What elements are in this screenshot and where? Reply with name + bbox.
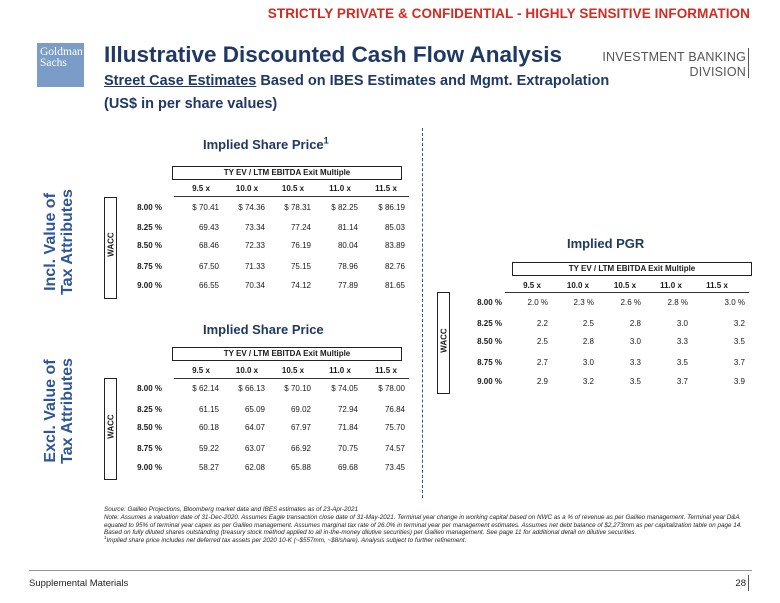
division-line-1: INVESTMENT BANKING (602, 50, 746, 64)
table-3-cell: 2.7 (536, 358, 548, 367)
table-3-row-label: 8.00 % (477, 298, 502, 307)
table-3-column-header: 11.5 x (706, 281, 728, 290)
table-1-cell: $ 82.25 (331, 203, 358, 212)
footnote-1-marker: 1 (104, 535, 107, 541)
footnote-1 (104, 537, 744, 545)
subtitle-rest: Based on IBES Estimates and Mgmt. Extrapolation (256, 73, 610, 89)
table-1-cell: 69.43 (198, 223, 219, 232)
table-3-multiple-header: TY EV / LTM EBITDA Exit Multiple (512, 262, 752, 276)
table-2-multiple-header: TY EV / LTM EBITDA Exit Multiple (172, 347, 402, 361)
table-2-cell: $ 78.00 (378, 384, 405, 393)
table-3-cell: 3.5 (629, 377, 641, 386)
table-3-column-header: 10.0 x (566, 281, 590, 290)
table-2-cell: 67.97 (290, 423, 311, 432)
table-1-cell: 72.33 (244, 241, 265, 250)
table-2-cell: $ 62.14 (192, 384, 219, 393)
confidentiality-banner: STRICTLY PRIVATE & CONFIDENTIAL - HIGHLY SENSITIVE INFORMATION (267, 6, 750, 21)
table-1-row-label: 9.00 % (137, 281, 162, 290)
table-1-cell: 85.03 (384, 223, 405, 232)
page-number: 28 (735, 578, 746, 589)
side-label-2-line-2: Tax Attributes (59, 358, 76, 464)
table-1-row-label: 8.25 % (137, 223, 162, 232)
table-1-wacc-label: WACC (106, 232, 116, 257)
table-2-cell: 72.94 (337, 405, 358, 414)
subtitle-underlined: Street Case Estimates (104, 73, 257, 89)
table-3-cell: 2.6 % (620, 298, 641, 307)
table-1-cell: 78.96 (337, 262, 358, 271)
table-2-cell: 75.70 (384, 423, 405, 432)
table-2-cell: $ 66.13 (238, 384, 265, 393)
table-1-column-header: 11.5 x (375, 184, 397, 193)
table-1-column-header: 10.5 x (281, 184, 305, 193)
table-2-cell: 69.68 (337, 463, 358, 472)
table-3-cell: 3.3 (676, 337, 688, 346)
table-1-row-label: 8.75 % (137, 262, 162, 271)
side-label-2-line-1: Excl. Value of (42, 359, 59, 463)
table-2-title: Implied Share Price (203, 322, 324, 337)
table-2-cell: 62.08 (244, 463, 265, 472)
footer-label: Supplemental Materials (29, 578, 129, 589)
table-3-title: Implied PGR (567, 236, 645, 251)
side-label-incl-tax (42, 172, 82, 312)
table-3-column-header: 9.5 x (523, 281, 541, 290)
table-1-cell: 82.76 (384, 262, 405, 271)
table-3-cell: 3.7 (676, 377, 688, 386)
table-1-cell: 74.12 (290, 281, 311, 290)
division-line-2: DIVISION (689, 65, 746, 79)
goldman-sachs-logo: Goldman Sachs (37, 43, 84, 87)
table-2-column-header: 11.5 x (375, 366, 397, 375)
table-3-cell: 2.8 (629, 319, 641, 328)
table-2-cell: $ 70.10 (284, 384, 311, 393)
footnote-1-text: Implied share price includes net deferred tax assets per 2020 10-K (~$557mm, ~$8/share). Analysis subject to further refinement. (106, 537, 467, 545)
table-2-cell: 66.92 (290, 444, 311, 453)
table-3-header-rule (505, 292, 749, 293)
table-1-cell: 77.89 (337, 281, 358, 290)
units-note: (US$ in per share values) (104, 96, 278, 112)
table-2-cell: 69.02 (290, 405, 311, 414)
table-3-cell: 3.5 (733, 337, 745, 346)
table-1-cell: 75.15 (290, 262, 311, 271)
table-1-cell: 68.46 (198, 241, 219, 250)
table-2-header-rule (174, 378, 409, 379)
table-1-cell: $ 74.36 (238, 203, 265, 212)
page-number-bar (748, 575, 749, 591)
table-1-row-label: 8.00 % (137, 203, 162, 212)
table-2-wacc-label: WACC (106, 414, 116, 439)
table-2-cell: 63.07 (244, 444, 265, 453)
section-divider (422, 128, 423, 498)
table-2-cell: 70.75 (337, 444, 358, 453)
table-2-row-label: 9.00 % (137, 463, 162, 472)
table-1-cell: 81.14 (337, 223, 358, 232)
table-2-cell: 65.88 (290, 463, 311, 472)
table-1-cell: 67.50 (198, 262, 219, 271)
division-bar (748, 48, 749, 78)
table-3-cell: 2.9 (536, 377, 548, 386)
table-1-cell: 76.19 (290, 241, 311, 250)
table-3-cell: 2.3 % (573, 298, 594, 307)
table-3-cell: 2.5 (582, 319, 594, 328)
table-2-column-header: 10.0 x (235, 366, 259, 375)
side-label-1-line-1: Incl. Value of (42, 193, 59, 291)
table-3-cell: 3.2 (733, 319, 745, 328)
table-2-cell: 58.27 (198, 463, 219, 472)
table-3-cell: 2.5 (536, 337, 548, 346)
table-3-cell: 3.0 % (724, 298, 745, 307)
table-2-cell: 76.84 (384, 405, 405, 414)
table-1-cell: 71.33 (244, 262, 265, 271)
table-2-cell: 59.22 (198, 444, 219, 453)
table-2-cell: 65.09 (244, 405, 265, 414)
table-3-row-label: 8.25 % (477, 319, 502, 328)
division-label (602, 50, 746, 80)
table-1-cell: 80.04 (337, 241, 358, 250)
page-title: Illustrative Discounted Cash Flow Analysis (104, 42, 563, 67)
table-1-header-rule (174, 196, 409, 197)
table-3-row-label: 9.00 % (477, 377, 502, 386)
table-3-row-label: 8.75 % (477, 358, 502, 367)
table-3-cell: 3.9 (733, 377, 745, 386)
table-3-cell: 3.5 (676, 358, 688, 367)
side-label-excl-tax (42, 337, 82, 485)
table-2-column-header: 10.5 x (281, 366, 305, 375)
table-2-cell: 60.18 (198, 423, 219, 432)
table-2-cell: 64.07 (244, 423, 265, 432)
table-3-wacc-label: WACC (439, 328, 449, 353)
table-2-row-label: 8.00 % (137, 384, 162, 393)
table-2-cell: 71.84 (337, 423, 358, 432)
table-3-row-label: 8.50 % (477, 337, 502, 346)
table-3-cell: 3.2 (582, 377, 594, 386)
table-1-cell: $ 86.19 (378, 203, 405, 212)
table-2-column-header: 11.0 x (329, 366, 351, 375)
table-2-row-label: 8.25 % (137, 405, 162, 414)
table-1-cell: 77.24 (290, 223, 311, 232)
table-1-cell: 66.55 (198, 281, 219, 290)
table-1-cell: 83.89 (384, 241, 405, 250)
page-subtitle (104, 73, 609, 89)
table-1-multiple-header: TY EV / LTM EBITDA Exit Multiple (172, 166, 402, 180)
table-1-column-header: 11.0 x (329, 184, 351, 193)
table-3-cell: 2.8 % (667, 298, 688, 307)
table-3-cell: 2.8 (582, 337, 594, 346)
table-2-cell: 73.45 (384, 463, 405, 472)
table-1-cell: 81.65 (384, 281, 405, 290)
footer-rule (29, 570, 752, 571)
table-1-cell: $ 70.41 (192, 203, 219, 212)
table-1-row-label: 8.50 % (137, 241, 162, 250)
footnote-note: Note: Assumes a valuation date of 31-Dec-2020. Assumes Eagle transaction close date of 31-May-2021. Terminal year change in working capital based on NWC as a % of revenue as per Galileo management. Terminal year D&A equated to 95% of terminal year capex as per Galileo management. Assumes marginal tax rate of 26.0% in terminal year per management estimates. Assumes net debt balance of $2,273mm as per capitalization table on page 14. Based on fully diluted shares outstanding (treasury stock method applied to all in-the-money dilutive securities) per Galileo management. See page 11 for additional detail on dilutive securities. (104, 513, 742, 537)
footnote-source: Source: Galileo Projections, Bloomberg market data and IBES estimates as of 23-Apr-2021 (104, 506, 358, 513)
table-1-cell: 70.34 (244, 281, 265, 290)
table-2-cell: 61.15 (198, 405, 219, 414)
table-3-cell: 3.0 (676, 319, 688, 328)
table-3-cell: 2.0 % (527, 298, 548, 307)
side-label-1-line-2: Tax Attributes (59, 189, 76, 295)
table-3-column-header: 11.0 x (660, 281, 682, 290)
table-2-column-header: 9.5 x (192, 366, 210, 375)
table-3-cell: 2.2 (536, 319, 548, 328)
table-1-cell: $ 78.31 (284, 203, 311, 212)
table-3-column-header: 10.5 x (613, 281, 637, 290)
footnotes (104, 506, 744, 545)
table-3-cell: 3.0 (629, 337, 641, 346)
table-2-row-label: 8.75 % (137, 444, 162, 453)
table-3-cell: 3.0 (582, 358, 594, 367)
table-3-cell: 3.3 (629, 358, 641, 367)
table-1-title: Implied Share Price$^1$ (203, 135, 329, 152)
table-1-title-superscript: 1 (323, 135, 329, 146)
table-1-column-header: 10.0 x (235, 184, 259, 193)
table-3-cell: 3.7 (733, 358, 745, 367)
table-1-cell: 73.34 (244, 223, 265, 232)
table-2-cell: $ 74.05 (331, 384, 358, 393)
table-1-column-header: 9.5 x (192, 184, 210, 193)
table-2-cell: 74.57 (384, 444, 405, 453)
table-2-row-label: 8.50 % (137, 423, 162, 432)
